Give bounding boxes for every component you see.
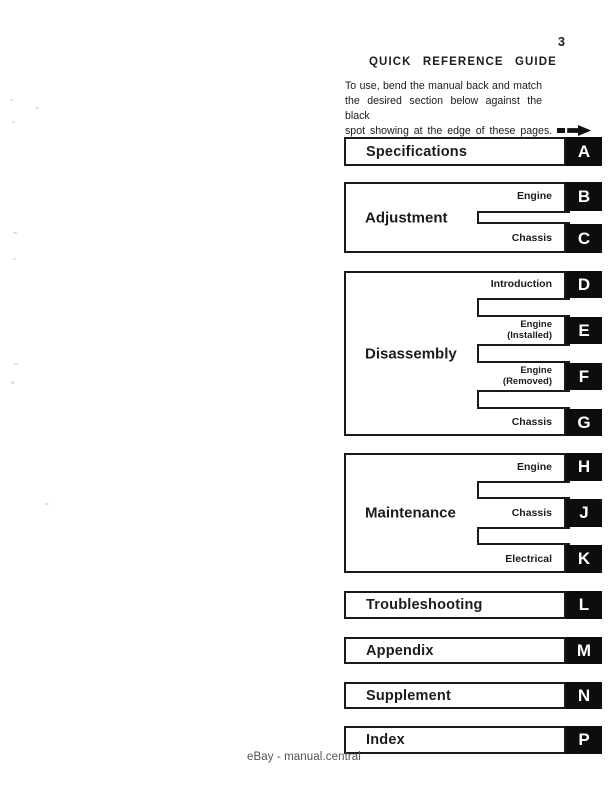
- section-label: Appendix: [366, 642, 434, 659]
- scan-speck: [13, 258, 16, 260]
- row-label: Engine: [516, 190, 552, 202]
- tab-letter: B: [577, 186, 591, 206]
- section-supplement: [344, 682, 602, 709]
- section-label: Adjustment: [365, 209, 448, 226]
- tab-j: [566, 499, 602, 527]
- tab-n: [566, 682, 602, 709]
- row-label: Engine: [520, 365, 552, 376]
- section-label: Troubleshooting: [366, 597, 483, 613]
- row-label: Chassis: [511, 232, 552, 244]
- row-maintenance-engine: [344, 453, 591, 481]
- section-adjustment: [344, 182, 602, 253]
- row-label: Introduction: [490, 278, 552, 290]
- tab-letter: E: [578, 320, 590, 340]
- section-index: [344, 726, 602, 754]
- scan-speck: [45, 503, 49, 505]
- tab-letter: D: [577, 274, 591, 294]
- row-disassembly-chassis: [344, 409, 591, 436]
- section-box: [344, 137, 566, 166]
- section-disassembly: [344, 271, 602, 436]
- spacer-notch: [477, 390, 570, 409]
- tab-c: [566, 224, 602, 253]
- tab-letter: G: [577, 412, 591, 432]
- row-maintenance-chassis: [344, 499, 589, 527]
- scan-speck: [14, 363, 18, 365]
- tab-m: [566, 637, 602, 664]
- tab-letter: J: [579, 503, 589, 522]
- row-disassembly-engine-removed: [344, 363, 590, 390]
- spacer-notch: [477, 298, 570, 317]
- scan-speck: [12, 121, 15, 123]
- watermark: eBay - manual.central: [247, 751, 361, 763]
- row-label: Engine: [516, 460, 552, 473]
- section-appendix: [344, 637, 602, 664]
- spacer-notch: [477, 481, 570, 499]
- scan-speck: [10, 99, 13, 101]
- tab-letter: L: [578, 595, 590, 614]
- page-title: QUICK REFERENCE GUIDE: [369, 56, 557, 68]
- intro-line: the desired section below against the black: [345, 95, 542, 122]
- section-box: [344, 726, 566, 754]
- tab-letter: N: [577, 685, 591, 705]
- tab-letter: M: [576, 640, 592, 660]
- page-number: 3: [558, 35, 565, 49]
- row-adjustment-engine: [344, 182, 591, 211]
- row-disassembly-engine-installed: [344, 317, 590, 344]
- section-label: Maintenance: [365, 504, 456, 522]
- row-maintenance-electrical: [344, 545, 591, 573]
- section-label: Disassembly: [365, 345, 457, 362]
- section-label: Specifications: [366, 143, 468, 160]
- intro-line-text: spot showing at the edge of these pages.: [345, 125, 553, 137]
- section-box: [344, 591, 566, 619]
- spacer-notch: [477, 211, 570, 224]
- tab-l: [566, 591, 602, 619]
- row-label: Chassis: [511, 506, 552, 519]
- section-label: Index: [366, 732, 405, 748]
- tab-a: [566, 137, 602, 166]
- row-adjustment-chassis: [344, 224, 591, 253]
- row-label-line2: (Removed): [502, 375, 552, 387]
- tab-letter: K: [577, 549, 591, 568]
- scan-speck: [35, 107, 39, 109]
- tab-letter: C: [577, 228, 591, 248]
- tab-f: [566, 363, 602, 390]
- scan-speck: [11, 381, 14, 384]
- row-label-line2: (Installed): [507, 329, 552, 341]
- section-box: [344, 682, 566, 709]
- black-spot-arrow-icon: [557, 125, 591, 136]
- section-troubleshooting: [344, 591, 602, 619]
- spacer-notch: [477, 344, 570, 363]
- tab-letter: F: [578, 366, 590, 386]
- tab-b: [566, 182, 602, 211]
- tab-p: [566, 726, 602, 754]
- intro-paragraph: [345, 79, 553, 139]
- spacer-notch: [477, 527, 570, 545]
- section-specifications: [344, 137, 602, 166]
- section-label: Supplement: [366, 687, 451, 704]
- tab-g: [566, 409, 602, 436]
- tab-letter: A: [577, 141, 591, 161]
- row-label: Electrical: [505, 552, 552, 565]
- tab-letter: H: [577, 457, 591, 476]
- tab-d: [566, 271, 602, 298]
- tab-k: [566, 545, 602, 573]
- section-maintenance: [344, 453, 602, 573]
- tab-h: [566, 453, 602, 481]
- scan-speck: [13, 232, 17, 234]
- section-box: [344, 637, 566, 664]
- tab-letter: P: [578, 730, 590, 749]
- row-label: Chassis: [511, 416, 552, 428]
- row-label: Engine: [520, 319, 552, 330]
- tab-e: [566, 317, 602, 344]
- intro-line: To use, bend the manual back and match: [345, 80, 542, 92]
- row-disassembly-introduction: [344, 271, 591, 298]
